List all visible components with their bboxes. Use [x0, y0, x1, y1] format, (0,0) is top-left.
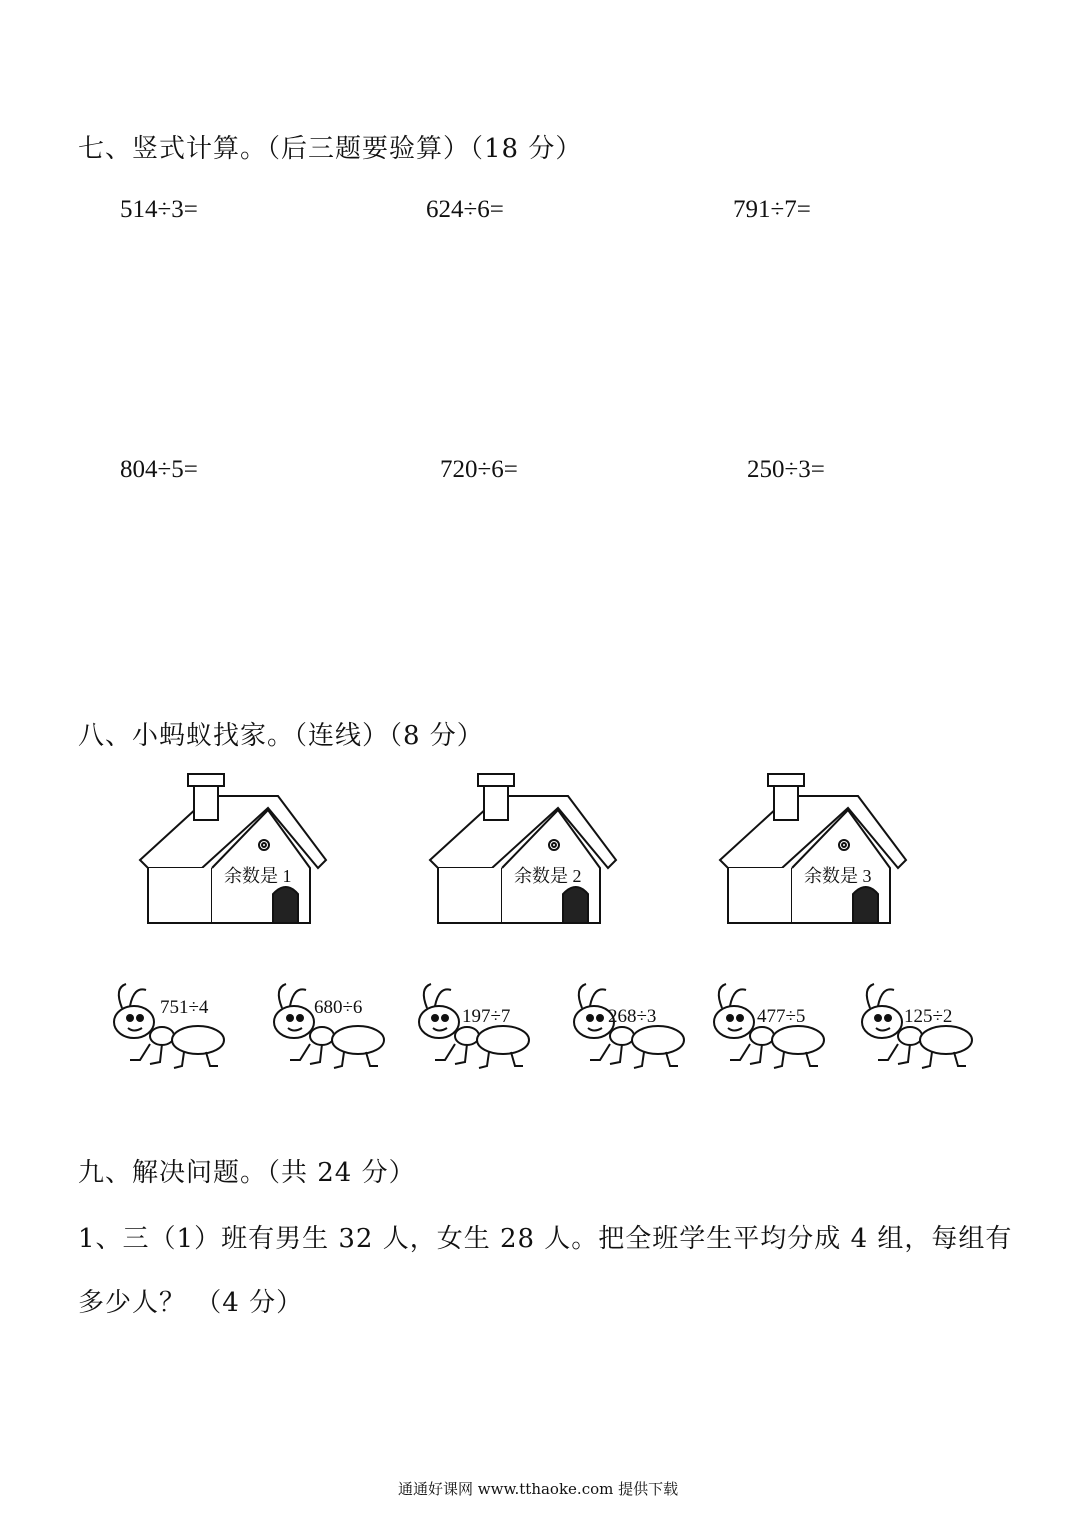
house-3-label: 余数是 3 [804, 866, 872, 886]
ant-5 [700, 978, 835, 1073]
ant-6 [848, 978, 983, 1073]
problem-3: 791÷7= [733, 196, 811, 223]
problem-4: 804÷5= [120, 456, 198, 483]
ant-4-label: 268÷3 [608, 1006, 657, 1027]
question-1-line-1: 1、三（1）班有男生 32 人，女生 28 人。把全班学生平均分成 4 组，每组有 [78, 1224, 1013, 1254]
problem-5: 720÷6= [440, 456, 518, 483]
house-1-label: 余数是 1 [224, 866, 292, 886]
ant-2-label: 680÷6 [314, 997, 363, 1018]
ant-1 [100, 978, 235, 1073]
question-1-line-2: 多少人？ （4 分） [78, 1288, 304, 1318]
section-9-heading: 九、解决问题。（共 24 分） [78, 1158, 416, 1188]
house-2-label: 余数是 2 [514, 866, 582, 886]
ant-5-label: 477÷5 [757, 1006, 806, 1027]
ant-4 [560, 978, 695, 1073]
ant-3 [405, 978, 540, 1073]
problem-2: 624÷6= [426, 196, 504, 223]
problem-6: 250÷3= [747, 456, 825, 483]
section-7-heading: 七、竖式计算。（后三题要验算）（18 分） [78, 134, 583, 164]
problem-1: 514÷3= [120, 196, 198, 223]
house-2 [420, 768, 620, 928]
ant-1-label: 751÷4 [160, 997, 209, 1018]
footer-source: 通通好课网 www.tthaoke.com 提供下载 [398, 1480, 679, 1498]
section-8-heading: 八、小蚂蚁找家。（连线）（8 分） [78, 721, 484, 751]
ant-2 [260, 978, 395, 1073]
house-1 [130, 768, 330, 928]
house-3 [710, 768, 910, 928]
ant-3-label: 197÷7 [462, 1006, 511, 1027]
ant-6-label: 125÷2 [904, 1006, 953, 1027]
